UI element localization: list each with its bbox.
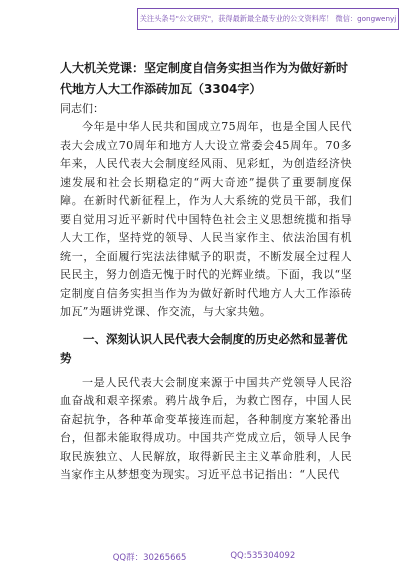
footer-qq: QQ:535304092 — [230, 551, 296, 561]
salutation: 同志们： — [60, 102, 104, 115]
footer-qq-group: QQ群：30265665 — [112, 553, 187, 563]
promo-banner-text: 关注头条号"公文研究"，获得最新最全最专业的公文资料库！ 微信：gongwenyj — [139, 14, 397, 23]
section-paragraph: 一是人民代表大会制度来源于中国共产党领导人民浴血奋战和艰辛探索。鸦片战争后，为救亡图存，中国人民奋起抗争，各种革命变革接连而起，各种制度方案轮番出台，但都未能取得成功。中国共产党成立后，领导人民争取民族独立、人民解放，取得新民主主义革命胜利，人民当家作主从梦想变为现实。习近平总书记指出：“人民代 — [60, 375, 352, 481]
section-heading: 一、深刻认识人民代表大会制度的历史必然和显著优势 — [60, 331, 348, 365]
footer — [0, 551, 408, 563]
promo-banner — [137, 8, 399, 30]
document-title: 人大机关党课：坚定制度自信务实担当作为为做好新时代地方人大工作添砖加瓦（3304字） — [60, 61, 349, 96]
intro-paragraph: 今年是中华人民共和国成立75周年，也是全国人民代表大会成立70周年和地方人大设立常委会45周年。70多年来，人民代表大会制度经风雨、见彩虹，为创造经济快速发展和社会长期稳定的“两大奇迹”提供了重要制度保障。在新时代新征程上，作为人大系统的党员干部，我们要自觉用习近平新时代中国特色社会主义思想统揽和指导人大工作，坚持党的领导、人民当家作主、依法治国有机统一，全面履行宪法法律赋予的职责，不断发展全过程人民民主，努力创造无愧于时代的光辉业绩。下面，我以“坚定制度自信务实担当作为为做好新时代地方人大工作添砖加瓦”为题讲党课、作交流，与大家共勉。 — [60, 120, 352, 318]
document-body — [60, 58, 352, 485]
